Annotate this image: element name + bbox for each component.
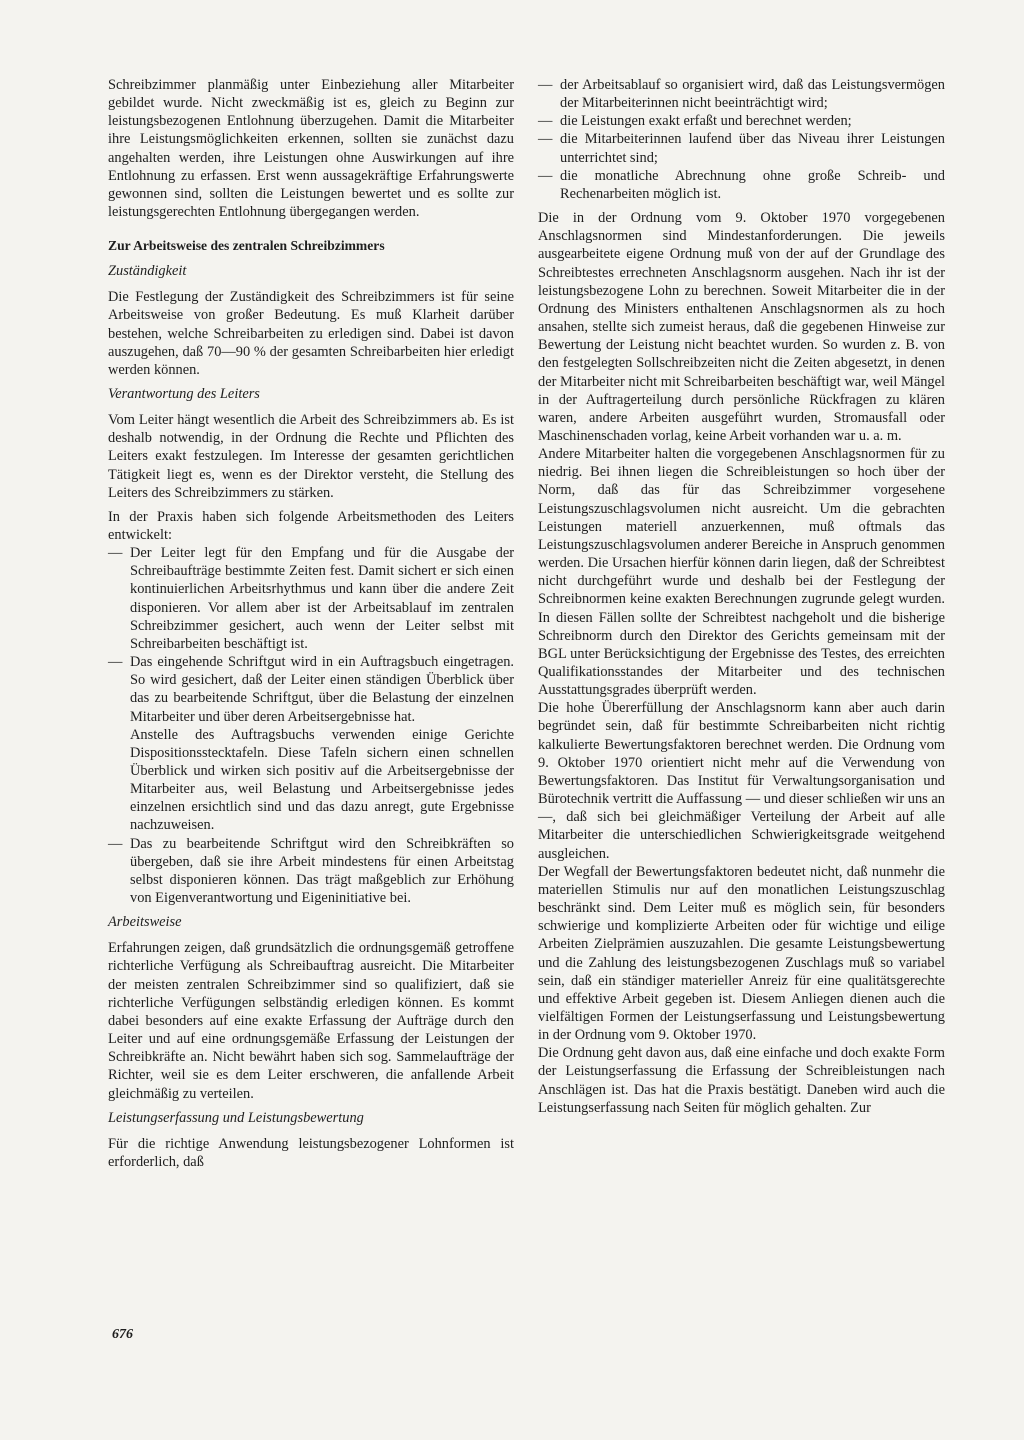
subheading-verantwortung: Verantwortung des Leiters (108, 386, 260, 403)
paragraph: Andere Mitarbeiter halten die vorgegebenen Anschlagsnormen für zu niedrig. Bei ihnen liegen die Schreibleistungen so hoch über der Norm, daß das für das Schreibzimmer vorgesehene Leistungszuschlagsvolumen nicht ausreicht. Um die gebrachten Leistungen materiell anzuerkennen, muß oftmals das Leistungszuschlagsvolumen anderer Bereiche in Anspruch genommen werden. Die Ursachen hierfür können darin liegen, daß der Schreibtest nicht durchgeführt wurde und deshalb bei der Festlegung der Schreibnormen keine exakten Berechnungen zugrunde gelegt wurden. In diesen Fällen sollte der Schreibtest nachgeholt und die bisherige Schreibnorm durch den Direktor des Gerichts gemeinsam mit der BGL unter Berücksichtigung der Ergebnisse des Testes, des erreichten Qualifikationsstandes der Mitarbeiter und des technischen Ausstattungsgrades überprüft werden. (538, 446, 945, 699)
list-item (108, 653, 514, 835)
section-heading: Zur Arbeitsweise des zentralen Schreibzimmers (108, 238, 385, 254)
list-item (108, 835, 514, 908)
paragraph: Die hohe Übererfüllung der Anschlagsnorm kann aber auch darin begründet sein, daß für bestimmte Schreibarbeiten nicht richtig kalkulierte Bewertungsfaktoren berechnet werden. Die Ordnung vom 9. Oktober 1970 orientiert nicht mehr auf die Verwendung von Bewertungsfaktoren. Das Institut für Verwaltungsorganisation und Bürotechnik vertritt die Auffassung — und dieser schließen wir uns an —, daß sich bei gleichmäßiger Verteilung der Arbeit auf alle Mitarbeiter die unterschiedlichen Schwierigkeitsgrade weitgehend ausgleichen. (538, 700, 945, 862)
list-item-continuation: Anstelle des Auftragsbuchs verwenden einige Gerichte Dispositionsstecktafeln. Diese Tafeln sichern einen schnellen Überblick und wirken sich positiv auf die Arbeitsergebnisse der Mitarbeiter aus, weil Belastung und Arbeitsergebnisse jedes einzelnen ersichtlich sind und das dazu anregt, gute Ergebnisse nachzuweisen. (130, 726, 514, 834)
list-item: — die Mitarbeiterinnen laufend über das Niveau ihrer Leistungen unterrichtet sind; (538, 130, 945, 166)
subheading-leistungserfassung: Leistungserfassung und Leistungsbewertung (108, 1109, 364, 1126)
paragraph: Die in der Ordnung vom 9. Oktober 1970 vorgegebenen Anschlagsnormen sind Mindestanforderungen. Die jeweils ausgearbeitete eigene Ordnung muß von der auf der Grundlage des Schreibtestes errechneten Anschlagsnorm ausgehen. Nach ihr ist der leistungsbezogene Lohn zu berechnen. Soweit Mitarbeiter die in der Ordnung des Ministers enthaltenen Anschlagsnormen als zu hoch ansahen, stellte sich zumeist heraus, daß die gegebenen Hinweise zur Bewertung der Leistung nicht beachtet wurden. So wurden z. B. von den festgelegten Sollschreibzeiten nicht die Zeiten abgesetzt, in denen der Mitarbeiter nicht mit Schreibarbeiten beschäftigt war, weil Mängel in der Auftragerteilung durch persönliche Rückfragen zu klären waren, andere Arbeiten ausgeführt wurden, Stromausfall oder Maschinenschaden vorlag, keine Arbeit vorhanden war u. a. m. (538, 210, 945, 444)
list-item-text: Das eingehende Schriftgut wird in ein Auftragsbuch eingetragen. So wird gesichert, daß der Leiter einen ständigen Überblick über das zu bearbeitende Schriftgut, über die Belastung der einzelnen Mitarbeiter und über deren Arbeitsergebnisse hat. (130, 654, 514, 725)
paragraph: Für die richtige Anwendung leistungsbezogener Lohnformen ist erforderlich, daß (108, 1135, 514, 1170)
list-item (108, 544, 514, 653)
paragraph: Erfahrungen zeigen, daß grundsätzlich die ordnungsgemäß getroffene richterliche Verfügung als Schreibauftrag ausreicht. Die Mitarbeiter der meisten zentralen Schreibzimmer sind so qualifiziert, daß sie richterliche Verfügungen selbständig erledigen können. Es kommt dabei besonders auf eine exakte Erfassung der Aufträge durch den Leiter und auf eine ordnungsgemäße Erfassung der Leistungen der Schreibkräfte an. Nicht bewährt haben sich sog. Sammelaufträge der Richter, weil sie es dem Leiter erschweren, die anfallende Arbeit gleichmäßig zu verteilen. (108, 940, 514, 1102)
requirement-list (538, 76, 945, 203)
paragraph: Die Festlegung der Zuständigkeit des Schreibzimmers ist für seine Arbeitsweise von großer Bedeutung. Es muß Klarheit darüber bestehen, welche Schreibarbeiten zu erledigen sind. Dabei ist davon auszugehen, daß 70—90 % der gesamten Schreibarbeiten hier erledigt werden können. (108, 289, 514, 378)
list-item: — die monatliche Abrechnung ohne große Schreib- und Rechenarbeiten möglich ist. (538, 167, 945, 203)
left-column (108, 76, 514, 1177)
list-item-text: Das zu bearbeitende Schriftgut wird den Schreibkräften so übergeben, daß sie ihre Arbeit mindestens für einen Arbeitstag selbst disponieren können. Das trägt maßgeblich zur Erhöhung von Eigenverantwortung und Eigeninitiative bei. (130, 835, 514, 907)
paragraph: In der Praxis haben sich folgende Arbeitsmethoden des Leiters entwickelt: (108, 508, 514, 543)
paragraph: Die Ordnung geht davon aus, daß eine einfache und doch exakte Form der Leistungserfassung die Erfassung der Schreibleistungen nach Anschlägen ist. Das hat die Praxis bestätigt. Daneben wird auch die Leistungserfassung nach Seiten für möglich gehalten. Zur (538, 1045, 945, 1116)
right-column (538, 76, 945, 1117)
paragraph: Vom Leiter hängt wesentlich die Arbeit des Schreibzimmers ab. Es ist deshalb notwendig, in der Ordnung die Rechte und Pflichten des Leiters exakt festzulegen. Im Interesse der gesamten gerichtlichen Tätigkeit liegt es, wenn es der Direktor versteht, die Stellung des Leiters des Schreibzimmers zu stärken. (108, 412, 514, 501)
paragraph: Schreibzimmer planmäßig unter Einbeziehung aller Mitarbeiter gebildet wurde. Nicht zweckmäßig ist es, gleich zu Beginn zur leistungsbezogenen Entlohnung überzugehen. Damit die Mitarbeiter ihre Leistungsmöglichkeiten erkennen, sollten sie zunächst dazu angehalten werden, ihre Leistungen ohne Auswirkungen auf ihre Entlohnung zu erfassen. Erst wenn aussagekräftige Erfahrungswerte gewonnen sind, sollten die Leistungen bewertet und es sollte zur leistungsgerechten Entlohnung übergegangen werden. (108, 77, 514, 221)
list-item-text: Der Leiter legt für den Empfang und für die Ausgabe der Schreibaufträge bestimmte Zeiten fest. Damit sichert er sich einen kontinuierlichen Arbeitsrhythmus und kann über die andere Zeit disponieren. Vor allem aber ist der Arbeitsablauf im zentralen Schreibzimmer gesichert, auch wenn der Leiter selbst mit Schreibarbeiten beschäftigt ist. (130, 545, 514, 652)
method-list (108, 544, 514, 907)
subheading-zustaendigkeit: Zuständigkeit (108, 263, 187, 280)
paragraph: Der Wegfall der Bewertungsfaktoren bedeutet nicht, daß nunmehr die materiellen Stimulis nur auf den monatlichen Leistungszuschlag beschränkt sind. Dem Leiter muß es möglich sein, für besonders schwierige und komplizierte Arbeiten oder für wichtige und eilige Arbeiten Zielprämien auszuzahlen. Die gesamte Leistungsbewertung und die Zahlung des leistungsbezogenen Zuschlags muß so variabel sein, daß ein ständiger materieller Anreiz für eine qualitätsgerechte und effektive Arbeit gegeben ist. Diesem Anliegen dienen auch die vielfältigen Formen der Leistungserfassung und Leistungsbewertung in der Ordnung vom 9. Oktober 1970. (538, 863, 945, 1044)
list-item: — die Leistungen exakt erfaßt und berechnet werden; (538, 112, 945, 130)
subheading-arbeitsweise: Arbeitsweise (108, 914, 182, 931)
page-number: 676 (112, 1327, 133, 1342)
list-item: — der Arbeitsablauf so organisiert wird, daß das Leistungsvermögen der Mitarbeiterinnen nicht beeinträchtigt wird; (538, 76, 945, 112)
